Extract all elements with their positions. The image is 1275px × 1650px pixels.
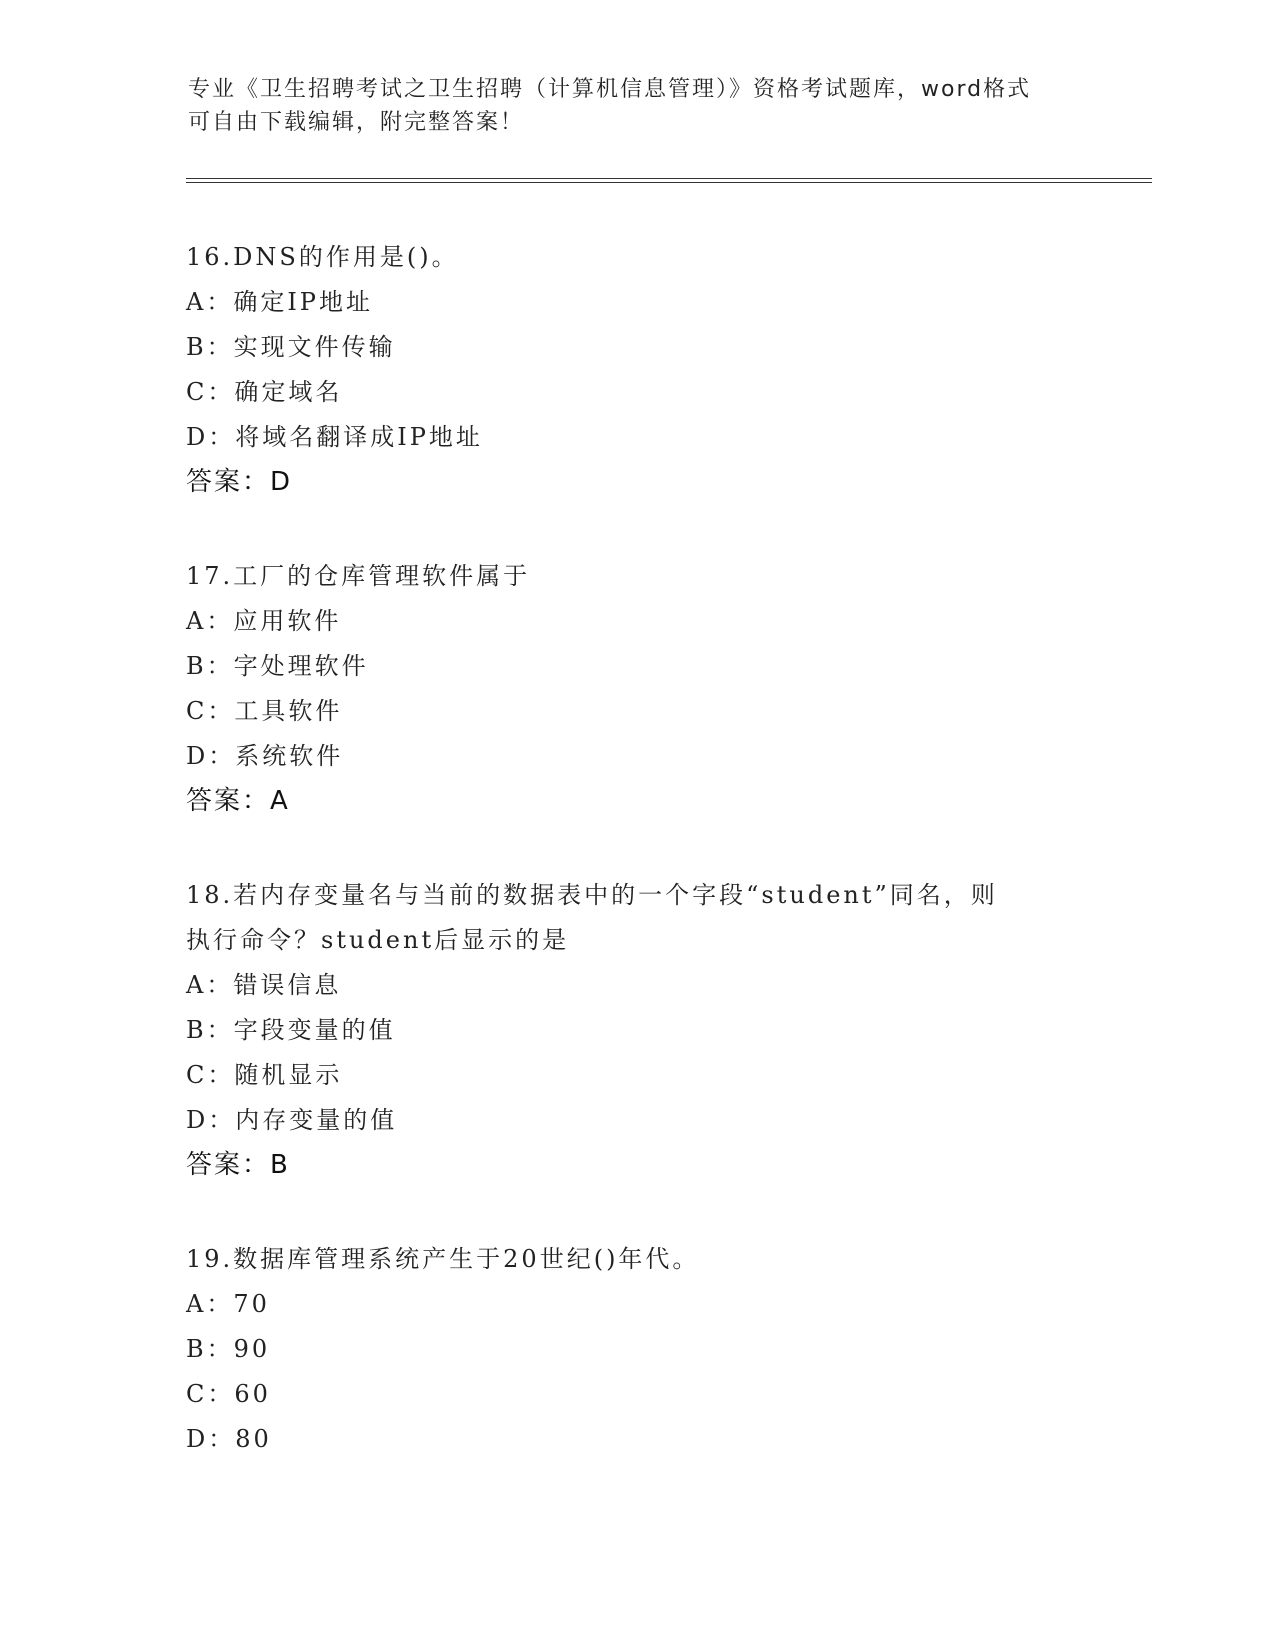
question-list <box>186 235 1086 1511</box>
option-c: C：工具软件 <box>186 697 343 725</box>
answer-line: 答案：A <box>186 786 290 816</box>
question-stem-line-1: 18.若内存变量名与当前的数据表中的一个字段“student”同名，则 <box>186 881 998 909</box>
option-c: C：60 <box>186 1380 271 1408</box>
option-d: D：将域名翻译成IP地址 <box>186 423 483 451</box>
header-line-2: 可自由下载编辑，附完整答案！ <box>188 110 525 135</box>
option-b: B：字处理软件 <box>186 652 369 680</box>
option-d: D：80 <box>186 1425 272 1453</box>
answer-line: 答案：D <box>186 467 293 497</box>
option-a: A：应用软件 <box>186 607 342 635</box>
question-18 <box>186 873 1086 1188</box>
option-b: B：90 <box>186 1335 271 1363</box>
option-c: C：确定域名 <box>186 378 343 406</box>
header-double-rule <box>186 178 1152 183</box>
option-a: A：70 <box>186 1290 270 1318</box>
header-line-1: 专业《卫生招聘考试之卫生招聘（计算机信息管理）》资格考试题库，word格式 <box>188 77 1032 102</box>
option-d: D：系统软件 <box>186 742 344 770</box>
answer-line: 答案：B <box>186 1150 290 1180</box>
question-stem: 17.工厂的仓库管理软件属于 <box>186 562 531 590</box>
question-17 <box>186 554 1086 824</box>
document-header <box>188 73 1068 139</box>
option-a: A：错误信息 <box>186 971 342 999</box>
option-b: B：字段变量的值 <box>186 1016 396 1044</box>
option-b: B：实现文件传输 <box>186 333 396 361</box>
question-16 <box>186 235 1086 505</box>
question-stem-line-2: 执行命令？student后显示的是 <box>186 926 570 954</box>
question-stem: 16.DNS的作用是()。 <box>186 243 459 271</box>
option-d: D：内存变量的值 <box>186 1106 398 1134</box>
question-stem: 19.数据库管理系统产生于20世纪()年代。 <box>186 1245 700 1273</box>
option-c: C：随机显示 <box>186 1061 343 1089</box>
question-19 <box>186 1237 1086 1462</box>
option-a: A：确定IP地址 <box>186 288 373 316</box>
